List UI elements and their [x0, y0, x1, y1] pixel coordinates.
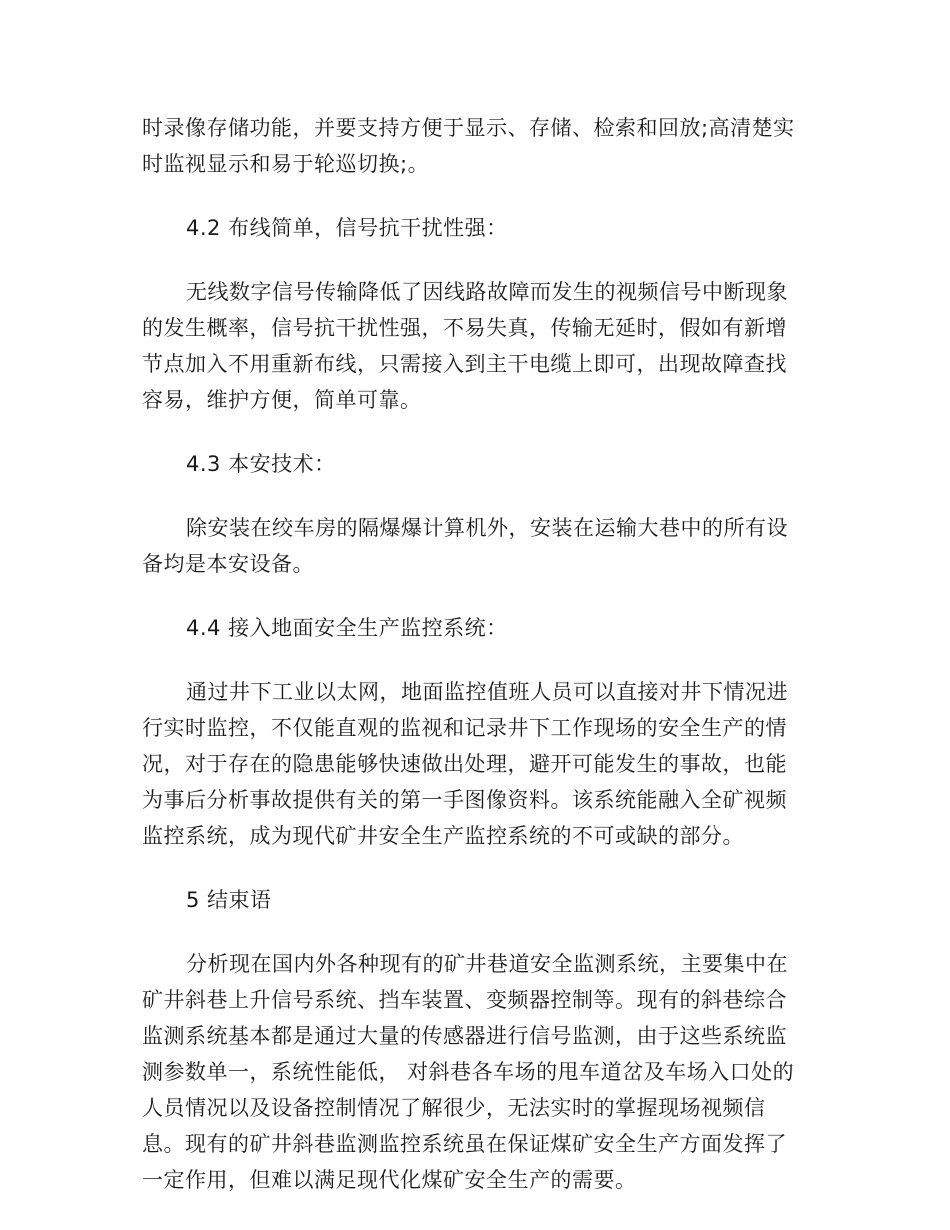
text-line: 分析现在国内外各种现有的矿井巷道安全监测系统，主要集中在	[186, 952, 788, 976]
heading-text: 4.3 本安技术：	[186, 452, 336, 476]
text-line: 监测系统基本都是通过大量的传感器进行信号监测，由于这些系统监	[142, 1024, 787, 1048]
text-line: 为事后分析事故提供有关的第一手图像资料。该系统能融入全矿视频	[142, 788, 787, 812]
text-line: 除安装在绞车房的隔爆爆计算机外，安装在运输大巷中的所有设	[186, 516, 788, 540]
paragraph-intrinsic-safety	[142, 510, 812, 582]
heading-text: 4.2 布线简单，信号抗干扰性强：	[186, 216, 508, 240]
paragraph-continued-recording	[142, 110, 812, 182]
heading-text: 4.4 接入地面安全生产监控系统：	[186, 616, 508, 640]
paragraph-wireless-signal	[142, 274, 812, 418]
text-line: 无线数字信号传输降低了因线路故障而发生的视频信号中断现象	[186, 280, 788, 304]
text-line: 测参数单一，系统性能低， 对斜巷各车场的甩车道岔及车场入口处的	[142, 1060, 795, 1084]
text-line: 时监视显示和易于轮巡切换;。	[142, 152, 430, 176]
text-line: 况，对于存在的隐患能够快速做出处理，避开可能发生的事故，也能	[142, 752, 787, 776]
paragraph-conclusion	[142, 946, 812, 1198]
text-line: 备均是本安设备。	[142, 552, 314, 576]
text-line: 时录像存储功能，并要支持方便于显示、存储、检索和回放;高清楚实	[142, 116, 795, 140]
paragraph-ground-monitoring	[142, 674, 812, 854]
heading-text: 5 结束语	[186, 888, 272, 912]
text-line: 行实时监控，不仅能直观的监视和记录井下工作现场的安全生产的情	[142, 716, 787, 740]
text-line: 容易，维护方便，简单可靠。	[142, 388, 422, 412]
section-heading-4-2	[142, 210, 812, 246]
text-line: 息。现有的矿井斜巷监测监控系统虽在保证煤矿安全生产方面发挥了	[142, 1132, 787, 1156]
text-line: 节点加入不用重新布线，只需接入到主干电缆上即可，出现故障查找	[142, 352, 787, 376]
text-line: 监控系统，成为现代矿井安全生产监控系统的不可或缺的部分。	[142, 824, 744, 848]
text-line: 矿井斜巷上升信号系统、挡车装置、变频器控制等。现有的斜巷综合	[142, 988, 787, 1012]
text-line: 的发生概率，信号抗干扰性强，不易失真，传输无延时，假如有新增	[142, 316, 787, 340]
section-heading-4-4	[142, 610, 812, 646]
text-line: 人员情况以及设备控制情况了解很少，无法实时的掌握现场视频信	[142, 1096, 766, 1120]
text-line: 一定作用，但难以满足现代化煤矿安全生产的需要。	[142, 1168, 637, 1192]
section-heading-5	[142, 882, 812, 918]
text-line: 通过井下工业以太网，地面监控值班人员可以直接对井下情况进	[186, 680, 788, 704]
document-body	[142, 110, 812, 1198]
section-heading-4-3	[142, 446, 812, 482]
